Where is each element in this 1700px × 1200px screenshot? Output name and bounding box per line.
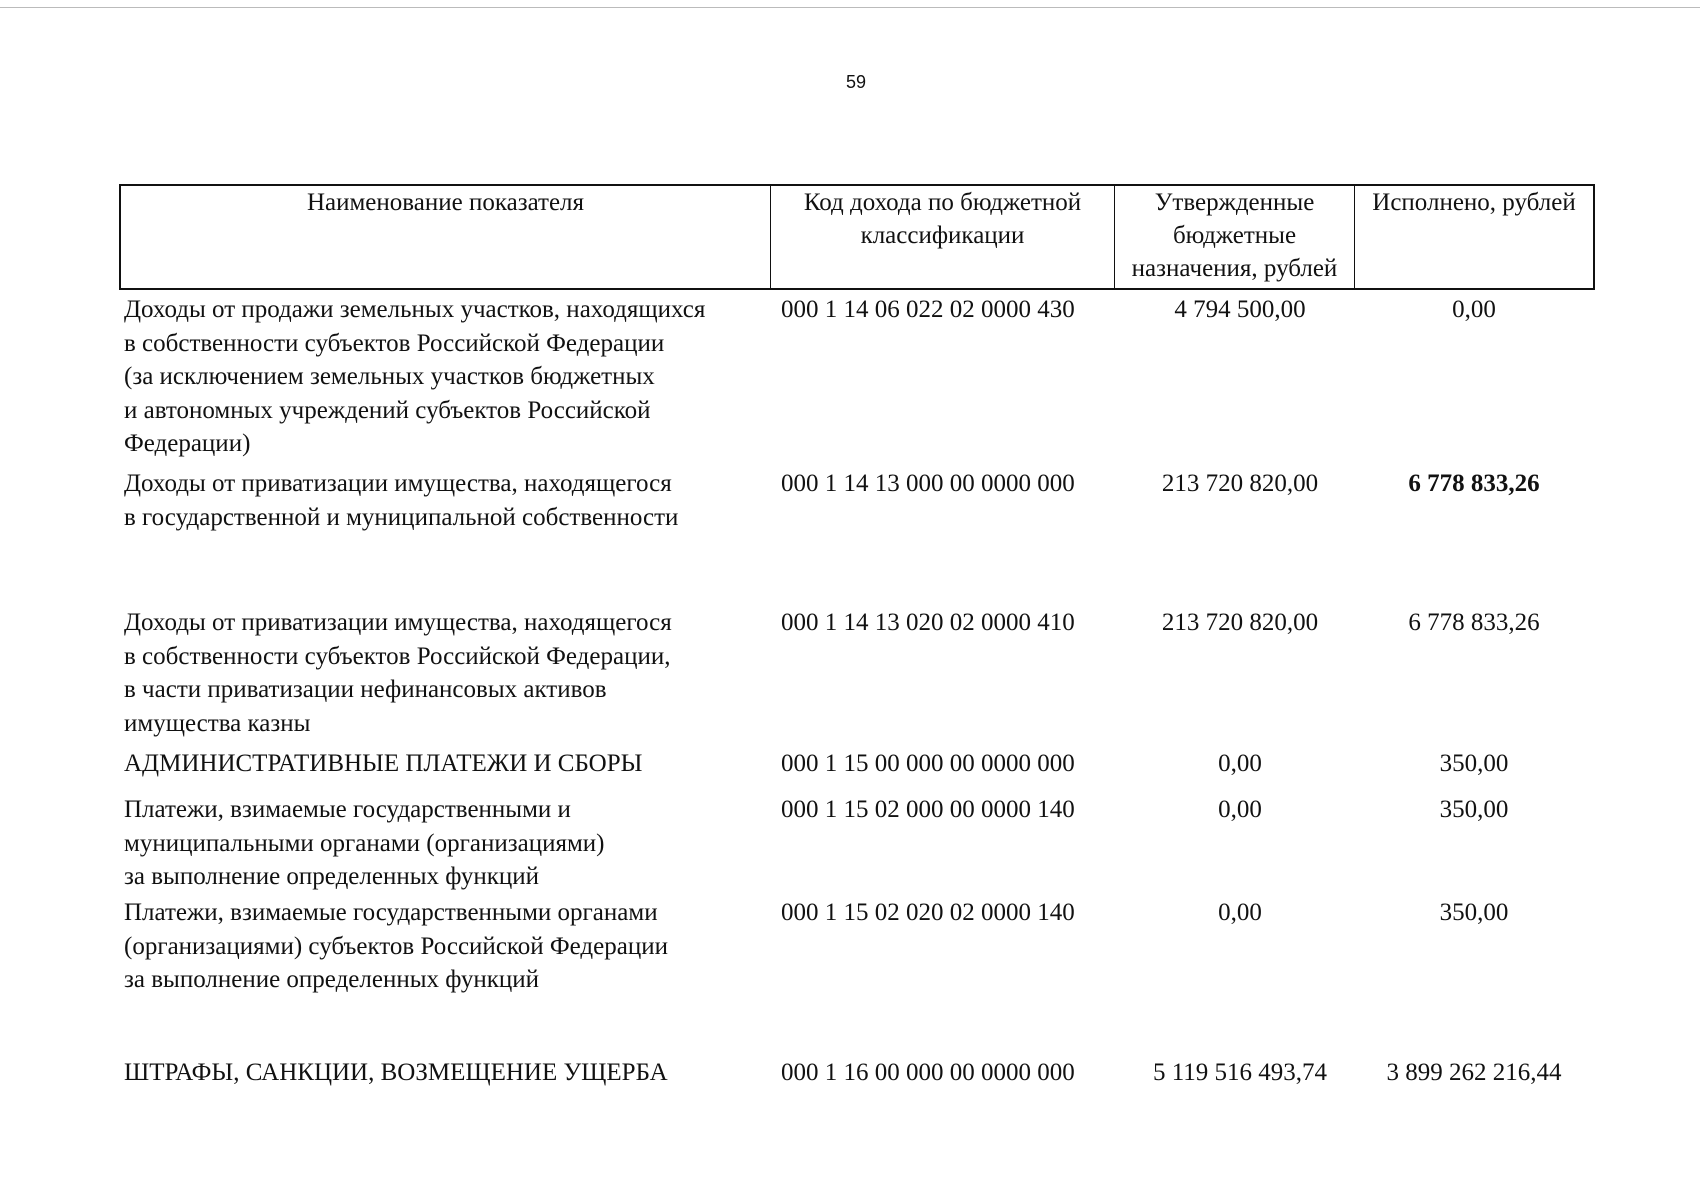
row-name-line: в государственной и муниципальной собственности [124,503,679,531]
row-plan: 213 720 820,00 [1161,609,1319,636]
row-code: 000 1 15 02 020 02 0000 140 [781,899,1075,926]
row-done: 6 778 833,26 [1408,470,1540,497]
row-name-line: (организациями) субъектов Российской Федерации [124,932,668,960]
row-name-line: в собственности субъектов Российской Федерации, [124,642,671,670]
row-name [124,896,764,997]
row-name-line: имущества казны [124,709,311,737]
scan-top-edge [0,7,1700,8]
row-name [124,467,764,534]
header-done: Исполнено, рублей [1372,189,1576,216]
row-name [124,747,764,781]
row-code: 000 1 14 06 022 02 0000 430 [781,296,1075,323]
row-done: 0,00 [1452,296,1496,323]
row-name-line: ШТРАФЫ, САНКЦИИ, ВОЗМЕЩЕНИЕ УЩЕРБА [124,1059,668,1086]
row-name-line: (за исключением земельных участков бюджетных [124,363,655,390]
row-plan: 4 794 500,00 [1174,296,1306,323]
row-name [124,793,764,894]
row-name-line: Федерации) [124,430,251,457]
row-name-line: Доходы от приватизации имущества, находящегося [124,470,672,497]
row-code: 000 1 16 00 000 00 0000 000 [781,1059,1075,1086]
page-number: 59 [845,72,867,92]
header-plan: Утвержденные бюджетные назначения, рублей [1115,186,1355,288]
row-code: 000 1 15 02 000 00 0000 140 [781,796,1075,823]
row-plan: 0,00 [1218,796,1262,823]
row-name-line: муниципальными органами (организациями) [124,829,605,857]
row-name [124,606,764,740]
row-name-line: Платежи, взимаемые государственными и [124,796,571,823]
row-done: 6 778 833,26 [1408,609,1540,636]
row-code: 000 1 15 00 000 00 0000 000 [781,750,1075,777]
row-done: 350,00 [1439,750,1509,777]
header-code: Код дохода по бюджетной классификации [771,186,1115,288]
row-plan: 0,00 [1218,899,1262,926]
row-plan: 5 119 516 493,74 [1152,1059,1328,1086]
row-done: 350,00 [1439,796,1509,823]
header-name: Наименование показателя [121,186,771,288]
row-done: 350,00 [1439,899,1509,926]
row-name-line: Доходы от приватизации имущества, находящегося [124,609,672,636]
row-name-line: за выполнение определенных функций [124,966,540,993]
row-name-line: в части приватизации нефинансовых активов [124,676,607,703]
row-done: 3 899 262 216,44 [1386,1059,1562,1086]
row-name-line: Доходы от продажи земельных участков, находящихся [124,296,706,323]
row-name [124,1056,764,1090]
row-code: 000 1 14 13 020 02 0000 410 [781,609,1075,636]
row-code: 000 1 14 13 000 00 0000 000 [781,470,1075,497]
row-name-line: в собственности субъектов Российской Федерации [124,329,665,357]
row-name-line: и автономных учреждений субъектов Российской [124,396,651,424]
row-plan: 213 720 820,00 [1161,470,1319,497]
row-plan: 0,00 [1218,750,1262,777]
row-name-line: АДМИНИСТРАТИВНЫЕ ПЛАТЕЖИ И СБОРЫ [124,750,643,777]
row-name-line: за выполнение определенных функций [124,863,540,890]
row-name [124,293,764,461]
table-header [119,184,1595,290]
row-name-line: Платежи, взимаемые государственными органами [124,899,658,926]
